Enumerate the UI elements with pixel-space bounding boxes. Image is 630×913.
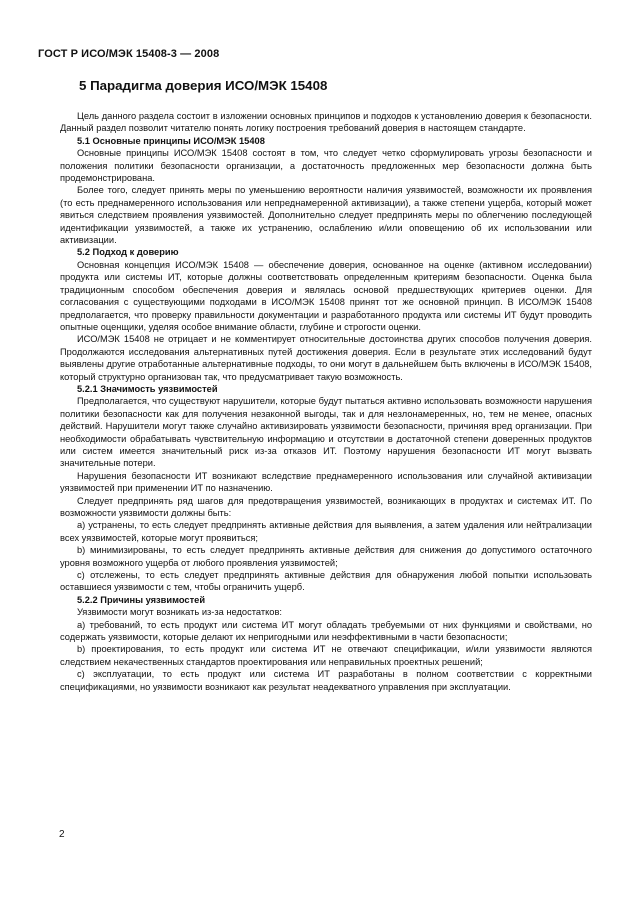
paragraph: Следует предпринять ряд шагов для предотвращения уязвимостей, возникающих в продуктах и системах ИТ. По возможности уязвимости должны быть:: [60, 495, 592, 518]
subsection-heading-5-2-2: 5.2.2 Причины уязвимостей: [77, 594, 206, 605]
list-item: b) минимизированы, то есть следует предпринять активные действия для снижения до допустимого остаточного уровня возможного ущерба от любого проявления уязвимостей;: [60, 545, 592, 568]
subsection-heading-5-2-1: 5.2.1 Значимость уязвимостей: [77, 383, 218, 394]
page-number: 2: [59, 829, 65, 840]
page-content: [60, 78, 592, 693]
list-item: с) отслежены, то есть следует предпринять активные действия для обнаружения любой попытки использовать оставшиеся уязвимости с тем, чтобы ограничить ущерб.: [60, 570, 592, 593]
paragraph: Предполагается, что существуют нарушители, которые будут пытаться активно использовать возможности нарушения политики безопасности как для получения незаконной выгоды, так и для незлонамеренных, но, тем не менее, опасных действий. Нарушители могут также случайно активизировать уязвимости безопасности, причиняя вред организации. При необходимости обрабатывать чувствительную информацию и отсутствии в достаточной степени доверенных продуктов или систем имеется значительный риск из-за отказов ИТ. Поэтому нарушения безопасности ИТ могут вызвать значительные потери.: [60, 396, 592, 469]
subsection-heading-5-2: 5.2 Подход к доверию: [77, 247, 179, 258]
list-item: а) устранены, то есть следует предпринять активные действия для выявления, а затем удаления или нейтрализации всех уязвимостей, которые могут проявиться;: [60, 520, 592, 543]
subsection-heading-5-1: 5.1 Основные принципы ИСО/МЭК 15408: [77, 135, 265, 146]
paragraph: Уязвимости могут возникать из-за недостатков:: [77, 607, 282, 618]
paragraph: Основные принципы ИСО/МЭК 15408 состоят в том, что следует четко сформулировать угрозы безопасности и положения политики безопасности организации, а достаточность предложенных мер безопасности должна быть продемонстрирована.: [60, 148, 592, 184]
paragraph: Цель данного раздела состоит в изложении основных принципов и подходов к установлению доверия к безопасности. Данный раздел позволит читателю понять логику построения требований доверия в настоящем стандарте.: [60, 111, 592, 134]
list-item: а) требований, то есть продукт или система ИТ могут обладать требуемыми от них функциями и свойствами, но содержать уязвимости, которые делают их непригодными или неэффективными в части безопасности;: [60, 619, 592, 643]
document-header: ГОСТ Р ИСО/МЭК 15408-3 — 2008: [38, 48, 220, 60]
list-item: b) проектирования, то есть продукт или система ИТ не отвечают спецификации, и/или уязвимости являются следствием некачественных стандартов проектирования или неправильных проектных решений;: [60, 644, 592, 667]
paragraph: Более того, следует принять меры по уменьшению вероятности наличия уязвимостей, возможности их проявления (то есть преднамеренного использования или непреднамеренной активизации), а также степени ущерба, который может явиться следствием проявления уязвимостей. Дополнительно следует предпринять меры по облегчению последующей идентификации уязвимостей, а также их устранению, ослаблению и/или оповещению об их использовании или активизации.: [60, 185, 592, 246]
paragraph: Основная концепция ИСО/МЭК 15408 — обеспечение доверия, основанное на оценке (активном исследовании) продукта или системы ИТ, которые должны соответствовать определенным критериям безопасности. Оценка была традиционным способом обеспечения доверия и являлась основой предшествующих критериев оценки. Для согласования с существующими подходами в ИСО/МЭК 15408 принят тот же основной принцип. В ИСО/МЭК 15408 предполагается, что проверку правильности документации и разработанного продукта или системы ИТ будут проводить опытные оценщики, уделяя особое внимание области, глубине и строгости оценки.: [60, 259, 592, 332]
list-item: с) эксплуатации, то есть продукт или система ИТ разработаны в полном соответствии с корректными спецификациями, но уязвимости возникают как результат неадекватного управления при эксплуатации.: [60, 669, 592, 692]
section-title: 5 Парадигма доверия ИСО/МЭК 15408: [79, 78, 328, 93]
paragraph: Нарушения безопасности ИТ возникают вследствие преднамеренного использования или случайной активизации уязвимостей при применении ИТ по назначению.: [60, 470, 592, 494]
paragraph: ИСО/МЭК 15408 не отрицает и не комментирует относительные достоинства других способов получения доверия. Продолжаются исследования альтернативных путей достижения доверия. Если в результате этих исследований будут выявлены другие отработанные альтернативные подходы, то они могут в дальнейшем быть включены в ИСО/МЭК 15408, который структурно организован так, что предусматривает такую возможность.: [60, 334, 592, 382]
